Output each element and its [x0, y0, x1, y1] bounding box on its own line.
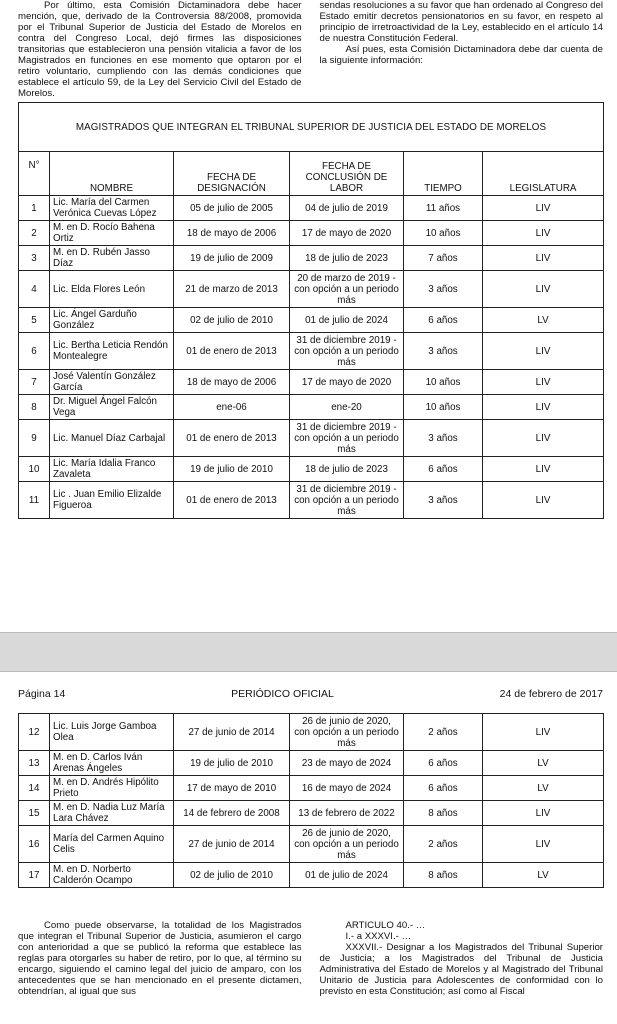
header-designacion: FECHA DE DESIGNACIÓN	[174, 152, 290, 196]
cell-designacion: 02 de julio de 2010	[174, 308, 290, 333]
cell-nombre: Lic. Ángel Garduño González	[50, 308, 174, 333]
cell-tiempo: 6 años	[404, 776, 483, 801]
cell-nombre: Lic. Elda Flores León	[50, 271, 174, 308]
cell-n: 13	[19, 751, 50, 776]
cell-nombre: Lic . Juan Emilio Elizalde Figueroa	[50, 482, 174, 519]
table-row	[19, 196, 604, 221]
table-row	[19, 714, 604, 751]
cell-legislatura: LIV	[483, 196, 604, 221]
cell-nombre: Lic. María Idalia Franco Zavaleta	[50, 457, 174, 482]
cell-designacion: 18 de mayo de 2006	[174, 221, 290, 246]
cell-legislatura: LV	[483, 776, 604, 801]
cell-n: 3	[19, 246, 50, 271]
table-row	[19, 801, 604, 826]
table-header-row	[19, 152, 604, 196]
publication-date: 24 de febrero de 2017	[499, 688, 603, 700]
bottom-left-column	[18, 920, 302, 1024]
cell-designacion: 01 de enero de 2013	[174, 420, 290, 457]
cell-n: 6	[19, 333, 50, 370]
cell-conclusion: ene-20	[290, 395, 404, 420]
cell-conclusion: 01 de julio de 2024	[290, 863, 404, 888]
cell-conclusion: 13 de febrero de 2022	[290, 801, 404, 826]
cell-conclusion: 26 de junio de 2020, con opción a un periodo más	[290, 826, 404, 863]
table-body-continued	[19, 714, 604, 888]
cell-designacion: 19 de julio de 2010	[174, 457, 290, 482]
cell-tiempo: 3 años	[404, 482, 483, 519]
cell-n: 17	[19, 863, 50, 888]
bottom-right-line-1: ARTICULO 40.- …	[345, 920, 426, 931]
cell-designacion: 14 de febrero de 2008	[174, 801, 290, 826]
bottom-left-paragraph: Como puede observarse, la totalidad de los Magistrados que integran el Tribunal Superior de Justicia, asumieron el cargo con anterioridad a que se publicó la reforma que establece las reglas para otorgarles su haber de retiro, por lo que, al término su encargo, siguiendo el camino legal del juicio de amparo, con los antecedentes que se han mencionado en el presente dictamen, obtendrían, al igual que sus	[18, 920, 302, 997]
table-title: MAGISTRADOS QUE INTEGRAN EL TRIBUNAL SUPERIOR DE JUSTICIA DEL ESTADO DE MORELOS	[19, 103, 604, 152]
table-row	[19, 271, 604, 308]
cell-legislatura: LIV	[483, 221, 604, 246]
header-nombre: NOMBRE	[50, 152, 174, 196]
cell-legislatura: LIV	[483, 271, 604, 308]
cell-tiempo: 2 años	[404, 826, 483, 863]
cell-legislatura: LIV	[483, 395, 604, 420]
cell-tiempo: 6 años	[404, 308, 483, 333]
cell-conclusion: 01 de julio de 2024	[290, 308, 404, 333]
cell-designacion: 02 de julio de 2010	[174, 863, 290, 888]
cell-tiempo: 10 años	[404, 221, 483, 246]
cell-conclusion: 31 de diciembre 2019 - con opción a un periodo más	[290, 482, 404, 519]
cell-n: 5	[19, 308, 50, 333]
cell-conclusion: 04 de julio de 2019	[290, 196, 404, 221]
table-body	[19, 196, 604, 519]
publication-name: PERIÓDICO OFICIAL	[231, 688, 334, 700]
cell-tiempo: 7 años	[404, 246, 483, 271]
magistrados-table	[18, 102, 604, 519]
header-conclusion: FECHA DE CONCLUSIÓN DE LABOR	[290, 152, 404, 196]
cell-nombre: Lic. Luis Jorge Gamboa Olea	[50, 714, 174, 751]
cell-designacion: 17 de mayo de 2010	[174, 776, 290, 801]
cell-nombre: M. en D. Rocío Bahena Ortiz	[50, 221, 174, 246]
header-legislatura: LEGISLATURA	[483, 152, 604, 196]
table-row	[19, 370, 604, 395]
cell-nombre: M. en D. Andrés Hipólito Prieto	[50, 776, 174, 801]
cell-legislatura: LIV	[483, 826, 604, 863]
cell-designacion: 21 de marzo de 2013	[174, 271, 290, 308]
table-row	[19, 221, 604, 246]
table-row	[19, 395, 604, 420]
cell-designacion: 27 de junio de 2014	[174, 826, 290, 863]
cell-legislatura: LIV	[483, 246, 604, 271]
cell-legislatura: LIV	[483, 714, 604, 751]
cell-nombre: M. en D. Rubén Jasso Díaz	[50, 246, 174, 271]
top-right-paragraph-2: Así pues, esta Comisión Dictaminadora debe dar cuenta de la siguiente información:	[319, 44, 603, 66]
cell-tiempo: 3 años	[404, 420, 483, 457]
cell-nombre: M. en D. Nadia Luz María Lara Chávez	[50, 801, 174, 826]
cell-conclusion: 31 de diciembre 2019 - con opción a un periodo más	[290, 420, 404, 457]
cell-designacion: 18 de mayo de 2006	[174, 370, 290, 395]
cell-tiempo: 2 años	[404, 714, 483, 751]
cell-n: 1	[19, 196, 50, 221]
cell-tiempo: 8 años	[404, 801, 483, 826]
cell-designacion: 27 de junio de 2014	[174, 714, 290, 751]
cell-designacion: 19 de julio de 2010	[174, 751, 290, 776]
cell-nombre: M. en D. Norberto Calderón Ocampo	[50, 863, 174, 888]
cell-tiempo: 11 años	[404, 196, 483, 221]
cell-tiempo: 8 años	[404, 863, 483, 888]
cell-conclusion: 23 de mayo de 2024	[290, 751, 404, 776]
cell-conclusion: 17 de mayo de 2020	[290, 370, 404, 395]
table-title-row	[19, 103, 604, 152]
cell-conclusion: 31 de diciembre 2019 - con opción a un periodo más	[290, 333, 404, 370]
cell-legislatura: LIV	[483, 333, 604, 370]
magistrados-table-continued	[18, 713, 604, 888]
table-row	[19, 246, 604, 271]
table-row	[19, 863, 604, 888]
cell-n: 15	[19, 801, 50, 826]
cell-n: 8	[19, 395, 50, 420]
top-left-paragraph: Por último, esta Comisión Dictaminadora debe hacer mención, que, derivado de la Controversia 88/2008, promovida por el Tribunal Superior de Justicia del Estado de Morelos en contra del Congreso Local, dejó firmes las disposiciones transitorias que establecieron una pensión vitalicia a favor de los Magistrados en funciones en ese momento que optaron por el retiro voluntario, cumpliendo con las demás condiciones que establece el artículo 59, de la Ley del Servicio Civil del Estado de Morelos.	[18, 0, 302, 99]
cell-legislatura: LV	[483, 308, 604, 333]
cell-legislatura: LIV	[483, 370, 604, 395]
cell-tiempo: 6 años	[404, 751, 483, 776]
cell-designacion: 19 de julio de 2009	[174, 246, 290, 271]
cell-legislatura: LIV	[483, 801, 604, 826]
table-row	[19, 308, 604, 333]
cell-conclusion: 26 de junio de 2020, con opción a un periodo más	[290, 714, 404, 751]
cell-designacion: ene-06	[174, 395, 290, 420]
cell-designacion: 01 de enero de 2013	[174, 482, 290, 519]
cell-legislatura: LV	[483, 863, 604, 888]
table-row	[19, 333, 604, 370]
table-row	[19, 482, 604, 519]
page-header	[18, 688, 603, 704]
cell-tiempo: 3 años	[404, 271, 483, 308]
cell-nombre: Lic. Manuel Díaz Carbajal	[50, 420, 174, 457]
table-row	[19, 826, 604, 863]
header-tiempo: TIEMPO	[404, 152, 483, 196]
cell-legislatura: LIV	[483, 420, 604, 457]
cell-n: 12	[19, 714, 50, 751]
page-break	[0, 632, 617, 672]
cell-designacion: 01 de enero de 2013	[174, 333, 290, 370]
cell-legislatura: LIV	[483, 457, 604, 482]
cell-conclusion: 20 de marzo de 2019 - con opción a un periodo más	[290, 271, 404, 308]
cell-conclusion: 17 de mayo de 2020	[290, 221, 404, 246]
cell-designacion: 05 de julio de 2005	[174, 196, 290, 221]
page-number: Página 14	[18, 688, 66, 700]
bottom-text-columns	[18, 920, 603, 1024]
cell-nombre: Dr. Miguel Ángel Falcón Vega	[50, 395, 174, 420]
cell-conclusion: 18 de julio de 2023	[290, 246, 404, 271]
cell-legislatura: LIV	[483, 482, 604, 519]
cell-nombre: M. en D. Carlos Iván Arenas Ángeles	[50, 751, 174, 776]
table-row	[19, 457, 604, 482]
table-row	[19, 751, 604, 776]
cell-n: 14	[19, 776, 50, 801]
cell-legislatura: LV	[483, 751, 604, 776]
table-row	[19, 420, 604, 457]
cell-tiempo: 3 años	[404, 333, 483, 370]
top-text-columns	[18, 0, 603, 99]
top-right-paragraph-1: sendas resoluciones a su favor que han ordenado al Congreso del Estado emitir decretos pensionatorios en su favor, en respeto al principio de irretroactividad de la Ley, establecido en el artículo 14 de nuestra Constitución Federal.	[319, 0, 603, 44]
bottom-right-paragraph: XXXVII.- Designar a los Magistrados del Tribunal Superior de Justicia; a los Magistrados del Tribunal de Justicia Administrativa del Estado de Morelos y al Magistrado del Tribunal Unitario de Justicia para Adolescentes de conformidad con lo previsto en esta Constitución; así como al Fiscal	[319, 942, 603, 997]
cell-nombre: Lic. Bertha Leticia Rendón Montealegre	[50, 333, 174, 370]
top-left-column	[18, 0, 302, 99]
cell-n: 11	[19, 482, 50, 519]
table-row	[19, 776, 604, 801]
cell-conclusion: 18 de julio de 2023	[290, 457, 404, 482]
cell-n: 7	[19, 370, 50, 395]
top-right-column	[320, 0, 604, 92]
header-num: N°	[19, 152, 50, 196]
cell-tiempo: 10 años	[404, 395, 483, 420]
cell-tiempo: 6 años	[404, 457, 483, 482]
cell-n: 4	[19, 271, 50, 308]
cell-n: 10	[19, 457, 50, 482]
cell-nombre: María del Carmen Aquino Celis	[50, 826, 174, 863]
cell-tiempo: 10 años	[404, 370, 483, 395]
bottom-right-column	[320, 920, 604, 1024]
cell-n: 16	[19, 826, 50, 863]
cell-n: 2	[19, 221, 50, 246]
cell-nombre: José Valentín González García	[50, 370, 174, 395]
cell-nombre: Lic. María del Carmen Verónica Cuevas López	[50, 196, 174, 221]
cell-n: 9	[19, 420, 50, 457]
cell-conclusion: 16 de mayo de 2024	[290, 776, 404, 801]
bottom-right-line-2: I.- a XXXVI.- …	[345, 931, 412, 942]
